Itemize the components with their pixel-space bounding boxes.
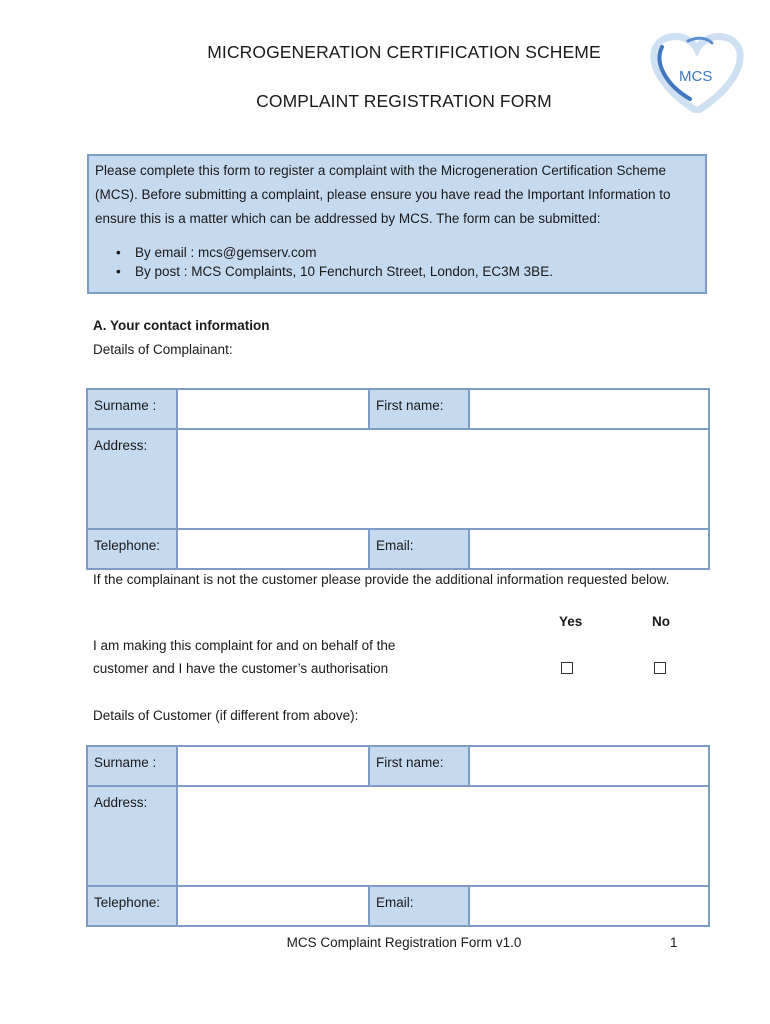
document-subtitle: COMPLAINT REGISTRATION FORM [256,91,552,111]
telephone-label: Telephone: [87,529,177,569]
footer-form-name: MCS Complaint Registration Form v1.0 [286,935,522,950]
intro-paragraph: Please complete this form to register a complaint with the Microgeneration Certification Scheme (MCS). Before submitting a complaint, please ensure you have read the Important Information to ensure this is a matter which can be addressed by MCS. The form can be submitted: [95,163,671,226]
surname-label: Surname : [87,389,177,429]
complainant-details-label: Details of Complainant: [93,342,233,357]
submission-methods [95,243,699,281]
customer-surname-field[interactable] [177,746,369,786]
page-number: 1 [670,935,678,950]
yes-label: Yes [559,614,583,629]
complainant-email-field[interactable] [469,529,709,569]
surname-label: Surname : [87,746,177,786]
complainant-first-name-field[interactable] [469,389,709,429]
section-heading: A. Your contact information [93,318,270,333]
complainant-telephone-field[interactable] [177,529,369,569]
list-item-post: • By post : MCS Complaints, 10 Fenchurch Street, London, EC3M 3BE. [135,262,699,281]
document-title: MICROGENERATION CERTIFICATION SCHEME [207,42,601,62]
complainant-surname-field[interactable] [177,389,369,429]
email-label: Email: [369,886,469,926]
authorisation-yes-checkbox[interactable] [561,662,573,674]
customer-telephone-field[interactable] [177,886,369,926]
first-name-label: First name: [369,746,469,786]
customer-address-field[interactable] [177,786,709,886]
authorisation-text-line2: customer and I have the customer’s authorisation [93,661,389,676]
address-label: Address: [87,786,177,886]
complainant-address-field[interactable] [177,429,709,529]
logo-text: MCS [679,68,713,85]
additional-info-text: If the complainant is not the customer please provide the additional information requested below. [93,572,670,587]
telephone-label: Telephone: [87,886,177,926]
complainant-details-table [86,388,710,570]
customer-details-table [86,745,710,927]
email-label: Email: [369,529,469,569]
first-name-label: First name: [369,389,469,429]
customer-email-field[interactable] [469,886,709,926]
authorisation-text-line1: I am making this complaint for and on behalf of the [93,638,396,653]
customer-details-label: Details of Customer (if different from above): [93,708,359,723]
list-item-email: • By email : mcs@gemserv.com [135,243,699,262]
authorisation-no-checkbox[interactable] [654,662,666,674]
address-label: Address: [87,429,177,529]
customer-first-name-field[interactable] [469,746,709,786]
mcs-logo [648,33,746,113]
intro-box [87,154,707,294]
no-label: No [652,614,670,629]
